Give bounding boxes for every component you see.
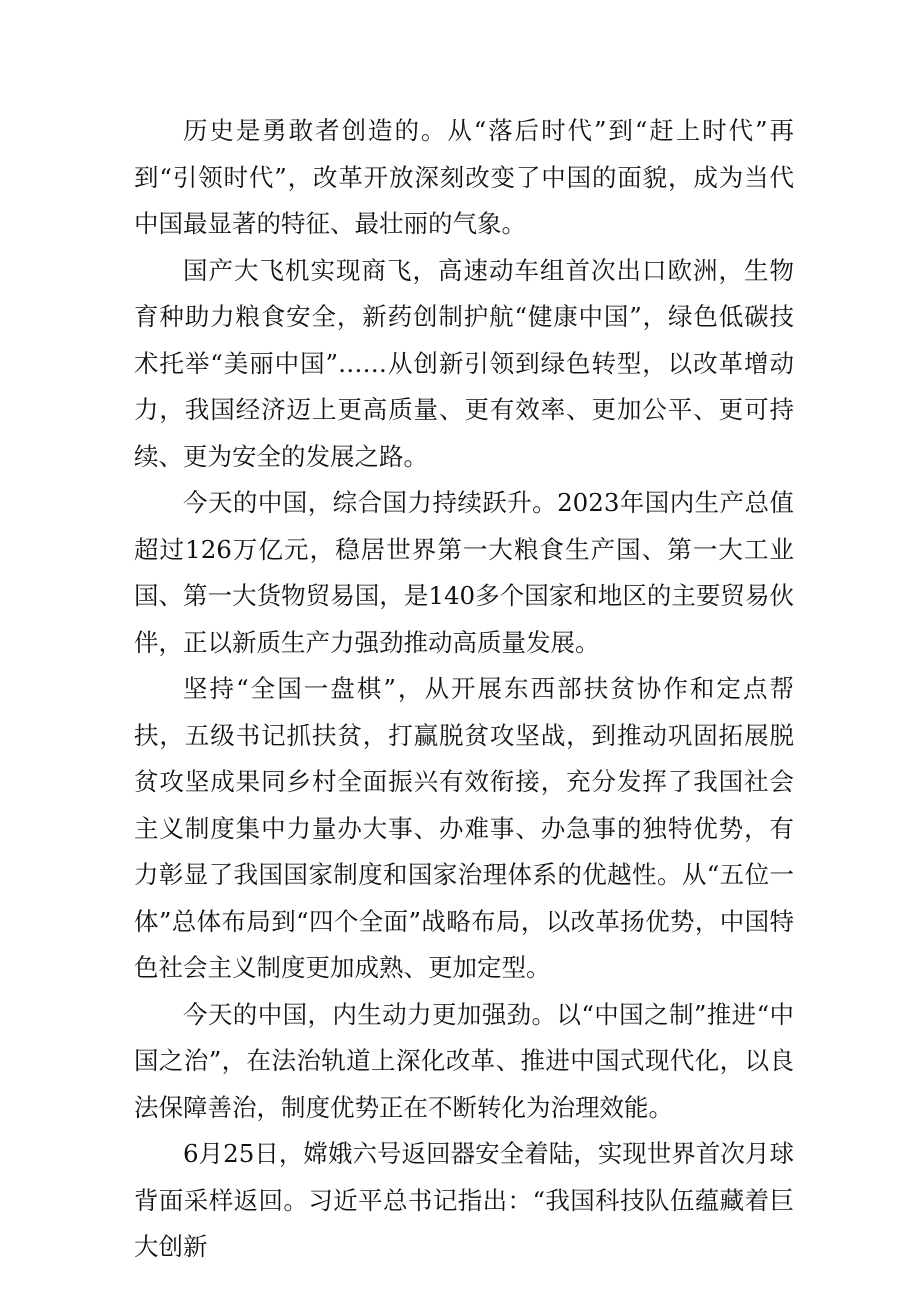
paragraph-3: 今天的中国，综合国力持续跃升。2023年国内生产总值超过126万亿元，稳居世界第一大粮食生产国、第一大工业国、第一大货物贸易国，是140多个国家和地区的主要贸易伙伴，正以新质生产力强劲推动高质量发展。 — [134, 488, 794, 657]
paragraph-1: 历史是勇敢者创造的。从“落后时代”到“赶上时代”再到“引领时代”，改革开放深刻改变了中国的面貌，成为当代中国最显著的特征、最壮丽的气象。 — [134, 116, 794, 238]
document-page — [134, 108, 794, 1271]
paragraph-2: 国产大飞机实现商飞，高速动车组首次出口欧洲，生物育种助力粮食安全，新药创制护航“健康中国”，绿色低碳技术托举“美丽中国”……从创新引领到绿色转型，以改革增动力，我国经济迈上更高质量、更有效率、更加公平、更可持续、更为安全的发展之路。 — [134, 255, 794, 471]
paragraph-6: 6月25日，嫦娥六号返回器安全着陆，实现世界首次月球背面采样返回。习近平总书记指出：“我国科技队伍蕴藏着巨大创新 — [134, 1139, 794, 1261]
paragraph-5: 今天的中国，内生动力更加强劲。以“中国之制”推进“中国之治”，在法治轨道上深化改革、推进中国式现代化，以良法保障善治，制度优势正在不断转化为治理效能。 — [134, 999, 794, 1122]
paragraph-4: 坚持“全国一盘棋”，从开展东西部扶贫协作和定点帮扶，五级书记抓扶贫，打赢脱贫攻坚战，到推动巩固拓展脱贫攻坚成果同乡村全面振兴有效衔接，充分发挥了我国社会主义制度集中力量办大事、办难事、办急事的独特优势，有力彰显了我国国家制度和国家治理体系的优越性。从“五位一体”总体布局到“四个全面”战略布局，以改革扬优势，中国特色社会主义制度更加成熟、更加定型。 — [134, 674, 794, 982]
